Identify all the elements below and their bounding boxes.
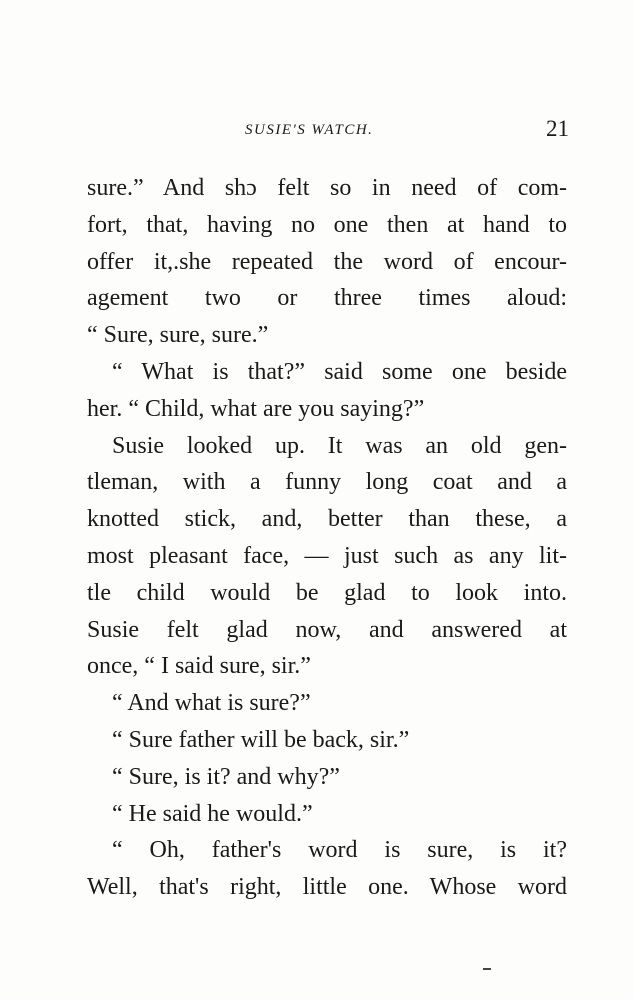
text-line: “ Sure, is it? and why?” bbox=[112, 763, 340, 790]
text-line: tleman, with a funny long coat and a bbox=[87, 469, 567, 496]
page-header bbox=[60, 116, 569, 146]
running-head: SUSIE'S WATCH. bbox=[245, 122, 374, 138]
text-line: “ He said he would.” bbox=[112, 800, 313, 827]
text-line: most pleasant face, — just such as any lit- bbox=[87, 542, 567, 569]
text-line: offer it,.she repeated the word of encour- bbox=[87, 248, 567, 275]
page-number: 21 bbox=[546, 116, 569, 141]
printer-mark bbox=[483, 968, 491, 970]
text-line: Susie looked up. It was an old gen- bbox=[112, 432, 567, 459]
text-line: fort, that, having no one then at hand to bbox=[87, 211, 567, 238]
text-line: “ Oh, father's word is sure, is it? bbox=[112, 837, 567, 864]
text-line: sure.” And shɔ felt so in need of com- bbox=[87, 175, 567, 201]
text-line: “ And what is sure?” bbox=[112, 690, 311, 717]
body-text bbox=[87, 170, 567, 906]
text-line: Susie felt glad now, and answered at bbox=[87, 616, 567, 643]
text-line: “ Sure, sure, sure.” bbox=[87, 322, 269, 349]
text-line: agement two or three times aloud: bbox=[87, 285, 567, 312]
text-line: her. “ Child, what are you saying?” bbox=[87, 395, 425, 422]
text-line: knotted stick, and, better than these, a bbox=[87, 506, 567, 533]
text-line: “ Sure father will be back, sir.” bbox=[112, 726, 410, 753]
text-line: “ What is that?” said some one beside bbox=[112, 358, 567, 385]
text-line: once, “ I said sure, sir.” bbox=[87, 653, 311, 680]
text-line: tle child would be glad to look into. bbox=[87, 579, 567, 606]
text-line: Well, that's right, little one. Whose word bbox=[87, 874, 567, 901]
